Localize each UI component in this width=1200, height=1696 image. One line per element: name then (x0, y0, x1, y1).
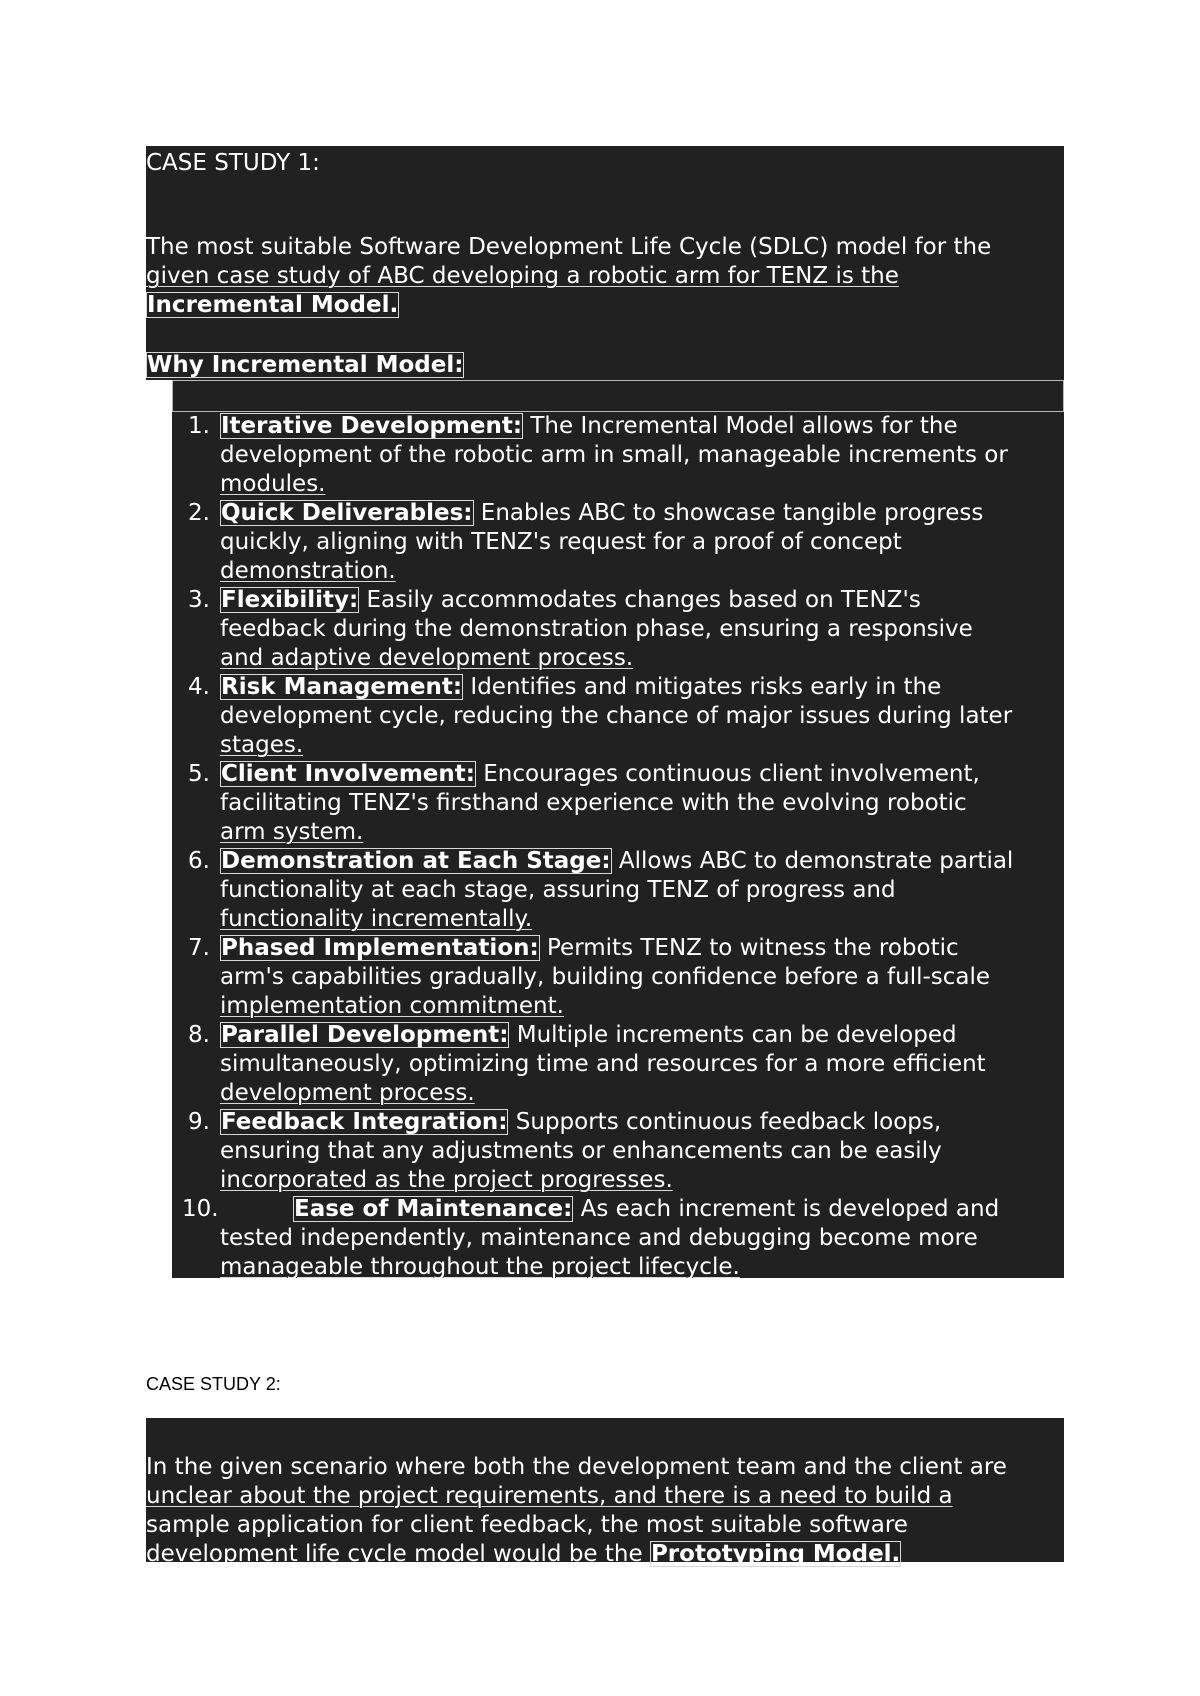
list-item-number: 7. (188, 935, 210, 961)
list-item-number: 10. (182, 1196, 219, 1222)
case-study-1-intro-block (146, 146, 1064, 380)
list-item-number: 6. (188, 848, 210, 874)
why-incremental-heading: Why Incremental Model: (147, 352, 464, 378)
list-item-text: quickly, aligning with TENZ's request for a proof of concept (220, 529, 902, 555)
list-item-number: 1. (188, 413, 210, 439)
list-item-title: Phased Implementation: (221, 935, 539, 961)
list-item-text: functionality incrementally. (220, 906, 533, 932)
list-item (172, 1108, 1064, 1195)
list-item (172, 586, 1064, 673)
list-item (172, 1195, 1064, 1282)
list-item (172, 760, 1064, 847)
list-item-title: Risk Management: (221, 674, 463, 700)
list-item-text: demonstration. (220, 558, 396, 584)
list-item-text: tested independently, maintenance and debugging become more (220, 1225, 978, 1251)
list-item-number: 4. (188, 674, 210, 700)
list-item-text: incorporated as the project progresses. (220, 1167, 673, 1193)
list-item (172, 934, 1064, 1021)
list-item-text: The Incremental Model allows for the (523, 413, 958, 439)
list-item (172, 412, 1064, 499)
list-item-title: Flexibility: (221, 587, 359, 613)
list-item-text: Multiple increments can be developed (509, 1022, 957, 1048)
list-item-text: modules. (220, 471, 326, 497)
benefits-list (172, 412, 1064, 1278)
list-item-text: Permits TENZ to witness the robotic (539, 935, 959, 961)
list-item (172, 1021, 1064, 1108)
list-item-text: functionality at each stage, assuring TENZ of progress and (220, 877, 896, 903)
list-item-text: manageable throughout the project lifecycle. (220, 1254, 740, 1280)
list-item-number: 8. (188, 1022, 210, 1048)
list-item-text: and adaptive development process. (220, 645, 634, 671)
list-item-text: Supports continuous feedback loops, (508, 1109, 942, 1135)
list-item-text: feedback during the demonstration phase, ensuring a responsive (220, 616, 973, 642)
list-item (172, 673, 1064, 760)
list-item-text: As each increment is developed and (573, 1196, 1000, 1222)
list-item-text: stages. (220, 732, 304, 758)
list-item-text: development cycle, reducing the chance of major issues during later (220, 703, 1013, 729)
intro-line-2: given case study of ABC developing a robotic arm for TENZ is the (146, 263, 899, 289)
case-study-1-heading: CASE STUDY 1: (146, 150, 320, 176)
list-item-title: Ease of Maintenance: (294, 1196, 573, 1222)
case2-line-3: sample application for client feedback, the most suitable software (146, 1512, 908, 1538)
case2-line-2: unclear about the project requirements, and there is a need to build a (146, 1483, 953, 1509)
list-item-title: Quick Deliverables: (221, 500, 473, 526)
list-item-number: 5. (188, 761, 210, 787)
incremental-model-label: Incremental Model. (147, 292, 399, 318)
case2-line-1: In the given scenario where both the development team and the client are (146, 1454, 1007, 1480)
list-item-title: Client Involvement: (221, 761, 475, 787)
list-item-text: arm system. (220, 819, 364, 845)
list-item-text: simultaneously, optimizing time and resources for a more efficient (220, 1051, 986, 1077)
list-item-text: implementation commitment. (220, 993, 564, 1019)
list-item (172, 499, 1064, 586)
list-item-number: 9. (188, 1109, 210, 1135)
list-item-number: 2. (188, 500, 210, 526)
list-item (172, 847, 1064, 934)
case-study-2-heading: CASE STUDY 2: (146, 1374, 281, 1394)
list-item-text: development process. (220, 1080, 475, 1106)
list-item-title: Feedback Integration: (221, 1109, 508, 1135)
list-item-text: Easily accommodates changes based on TENZ's (359, 587, 921, 613)
list-item-text: development of the robotic arm in small, manageable increments or (220, 442, 1008, 468)
list-item-number: 3. (188, 587, 210, 613)
intro-line-1: The most suitable Software Development Life Cycle (SDLC) model for the (146, 234, 992, 260)
list-item-text: Identifies and mitigates risks early in the (463, 674, 942, 700)
list-item-title: Demonstration at Each Stage: (221, 848, 611, 874)
list-item-text: Allows ABC to demonstrate partial (611, 848, 1014, 874)
prototyping-model-label: Prototyping Model. (650, 1541, 901, 1567)
list-item-text: Encourages continuous client involvement, (475, 761, 980, 787)
list-item-text: arm's capabilities gradually, building confidence before a full-scale (220, 964, 991, 990)
list-item-text: Enables ABC to showcase tangible progress (473, 500, 984, 526)
list-item-title: Iterative Development: (221, 413, 523, 439)
list-item-text: ensuring that any adjustments or enhancements can be easily (220, 1138, 942, 1164)
list-spacer-bar (172, 380, 1064, 412)
case-study-2-block (146, 1418, 1064, 1567)
list-item-title: Parallel Development: (221, 1022, 509, 1048)
case2-line-4: development life cycle model would be the (146, 1541, 650, 1567)
list-item-text: facilitating TENZ's firsthand experience with the evolving robotic (220, 790, 967, 816)
